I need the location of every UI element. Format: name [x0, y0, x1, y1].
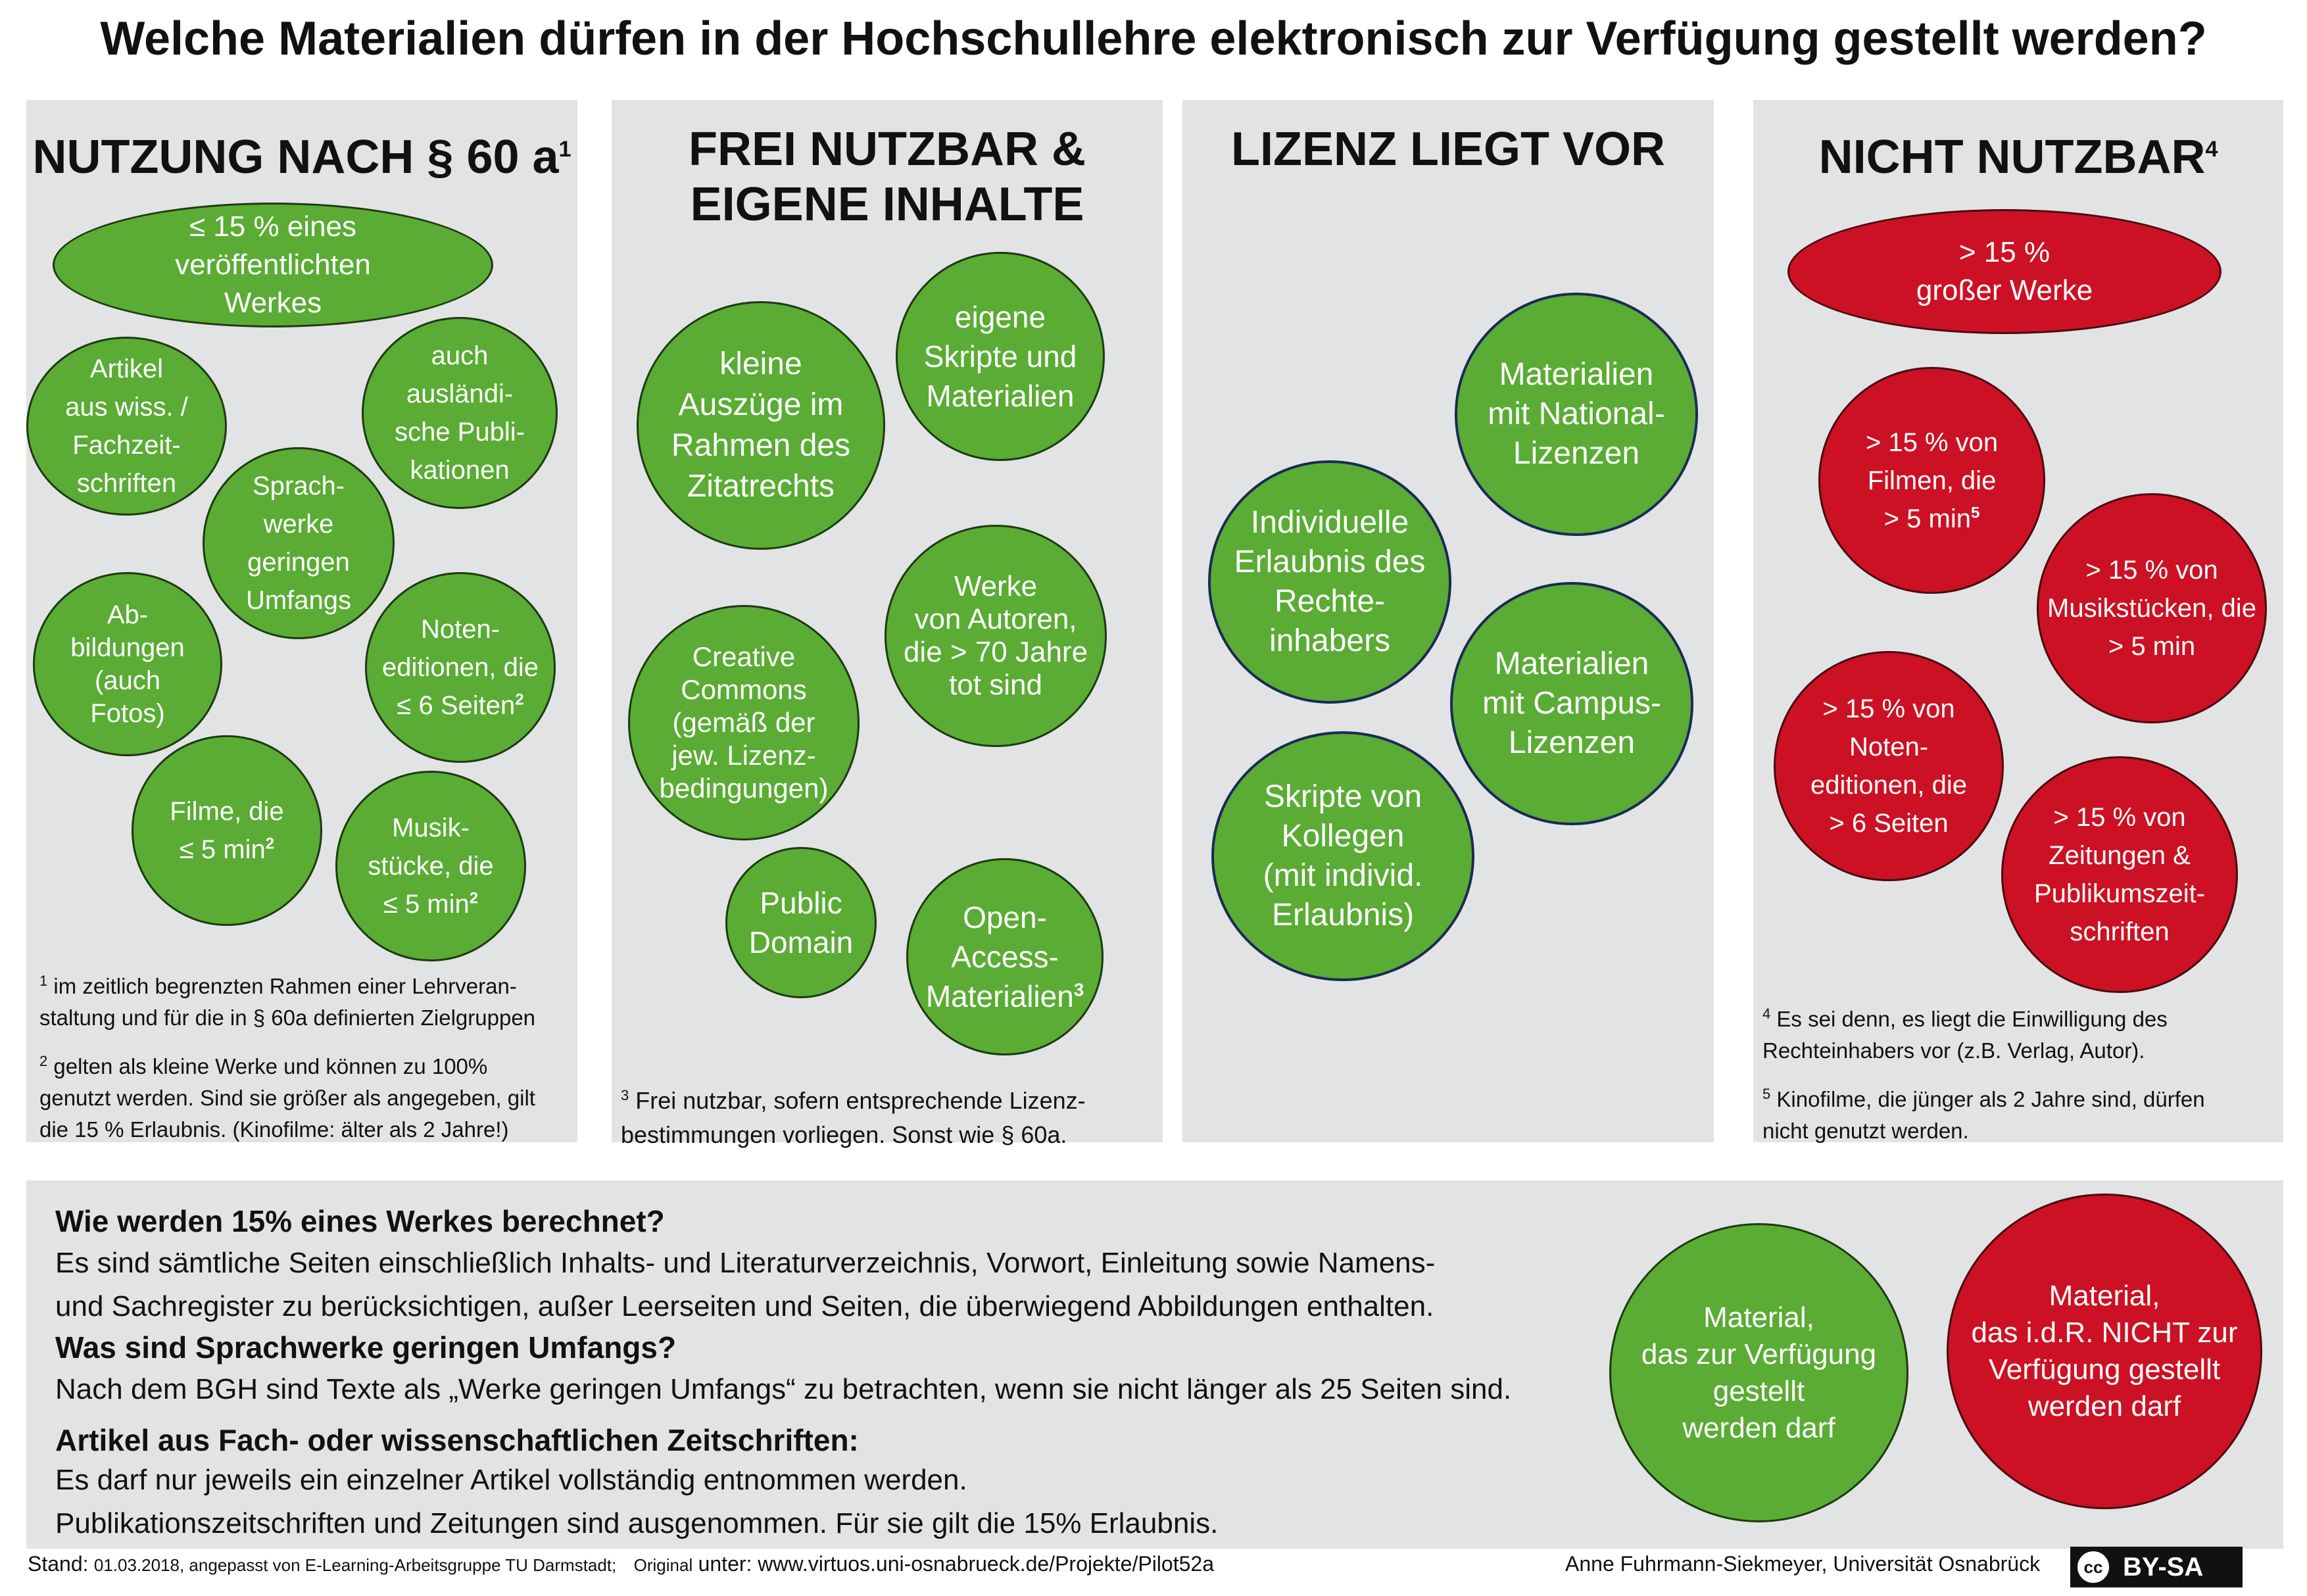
faq-answer-2: Nach dem BGH sind Texte als „Werke geringen Umfangs“ zu betrachten, wenn sie nicht länger als 25 Seiten sind. — [55, 1373, 1512, 1405]
heading-lizenz: LIZENZ LIEGT VOR — [1231, 123, 1665, 176]
circle-open-access: Open- Access- Materialien$^3$ — [906, 858, 1104, 1055]
circle-filme: Filme, die ≤ 5 $\min^2$ — [132, 735, 322, 926]
faq-question-2: Was sind Sprachwerke geringen Umfangs? — [55, 1330, 677, 1365]
circle-autoren-70-jahre: Werke von Autoren, die > 70 Jahre tot sind — [885, 525, 1107, 747]
heading-nutzung-60a: NUTZUNG NACH § 60 $a^1$ — [32, 131, 571, 183]
page-title: Welche Materialien dürfen in der Hochschullehre elektronisch zur Verfügung gestellt werden? — [100, 12, 2207, 65]
heading-frei-nutzbar: FREI NUTZBAR & EIGENE INHALTE — [689, 123, 1086, 231]
circle-campuslizenzen: Materialien mit Campus- Lizenzen — [1450, 582, 1693, 825]
circle-15-prozent-werk: ≤ 15 % eines veröffentlichten Werkes — [53, 203, 493, 327]
circle-creative-commons: Creative Commons (gemäß der jew. Lizenz- bedingungen) — [628, 605, 860, 840]
footer-author: Anne Fuhrmann-Siekmeyer, Universität Osnabrück — [1565, 1552, 2041, 1576]
license-badge: cc BY-SA — [2070, 1547, 2243, 1587]
circle-abbildungen: Ab- bildungen (auch Fotos) — [33, 572, 222, 756]
circle-nationallizenzen: Materialien mit National- Lizenzen — [1455, 293, 1698, 536]
circle-public-domain: Public Domain — [725, 847, 877, 998]
circle-eigene-skripte: eigene Skripte und Materialien — [896, 252, 1105, 461]
faq-question-1: Wie werden 15% eines Werkes berechnet? — [55, 1204, 665, 1238]
circle-musikstuecke: Musik- stücke, die ≤ 5 $\min^2$ — [335, 771, 526, 961]
circle-artikel: Artikel aus wiss. / Fachzeit- schriften — [26, 337, 227, 516]
footnote-4: $^4$ Es sei denn, es liegt die Einwilligung des Rechteinhabers vor (z.B. Verlag, Autor). — [1762, 1005, 2168, 1063]
footnote-5: $^5$ Kinofilme, die jünger als 2 Jahre sind, dürfen nicht genutzt werden. — [1762, 1086, 2205, 1143]
faq-question-3: Artikel aus Fach- oder wissenschaftlichen Zeitschriften: — [55, 1423, 859, 1457]
circle-auslaendische-publikationen: auch ausländi- sche Publi- kationen — [362, 317, 558, 509]
footnote-1: $^1$ im zeitlich begrenzten Rahmen einer Lehrveran- staltung und für die in § 60a definierten Zielgruppen — [39, 973, 536, 1030]
faq-answer-3: Es darf nur jeweils ein einzelner Artikel vollständig entnommen werden. Publikationszeitschriften und Zeitungen sind ausgenommen. Für sie gilt die 15% Erlaubnis. — [55, 1464, 1219, 1539]
faq-answer-1: Es sind sämtliche Seiten einschließlich Inhalts- und Literaturverzeichnis, Vorwort, Einleitung sowie Namens- und Sachregister zu berücksichtigen, außer Leerseiten und Seiten, die überwiegend Abbildungen enthalten. — [55, 1247, 1436, 1322]
circle-zeitungen-15-prozent: > 15 % von Zeitungen & Publikumszeit- schriften — [2001, 756, 2238, 993]
circle-musikstuecke-15-prozent: > 15 % von Musikstücken, die > 5 min — [2037, 493, 2267, 723]
footnote-2: $^2$ gelten als kleine Werke und können zu 100% genutzt werden. Sind sie größer als angegeben, gilt die 15 % Erlaubnis. (Kinofilme: älter als 2 Jahre!) — [39, 1053, 535, 1142]
heading-nicht-nutzbar: NICHT NUTZBAR$^4$ — [1818, 131, 2218, 183]
footer-stand: Stand: 01.03.2018, angepasst von E-Learning-Arbeitsgruppe TU Darmstadt; Original unter: www.virtuos.uni-osnabrueck.de/Projekte/Pilot52a — [28, 1552, 1214, 1576]
circle-individuelle-erlaubnis: Individuelle Erlaubnis des Rechte- inhabers — [1208, 460, 1451, 704]
legend-not-allowed-circle: Material, das i.d.R. NICHT zur Verfügung gestellt werden darf — [1947, 1194, 2262, 1509]
circle-zitatrecht: kleine Auszüge im Rahmen des Zitatrechts — [637, 301, 885, 550]
cc-icon: cc — [2076, 1549, 2111, 1585]
circle-15-prozent-grosse-werke: > 15 % großer Werke — [1787, 209, 2222, 334]
circle-filme-15-prozent: > 15 % von Filmen, die > 5 $\min^5$ — [1818, 367, 2045, 594]
circle-skripte-kollegen: Skripte von Kollegen (mit individ. Erlaubnis) — [1211, 731, 1474, 981]
circle-sprachwerke: Sprach- werke geringen Umfangs — [203, 447, 395, 639]
footnote-3: $^3$ Frei nutzbar, sofern entsprechende Lizenz- bestimmungen vorliegen. Sonst wie § 60a. — [621, 1087, 1086, 1148]
circle-noteneditionen-15-prozent: > 15 % von Noten- editionen, die > 6 Seiten — [1774, 651, 2004, 881]
circle-noteneditionen: Noten- editionen, die ≤ 6 Seiten$^2$ — [365, 572, 556, 763]
legend-allowed-circle: Material, das zur Verfügung gestellt werden darf — [1609, 1223, 1908, 1522]
